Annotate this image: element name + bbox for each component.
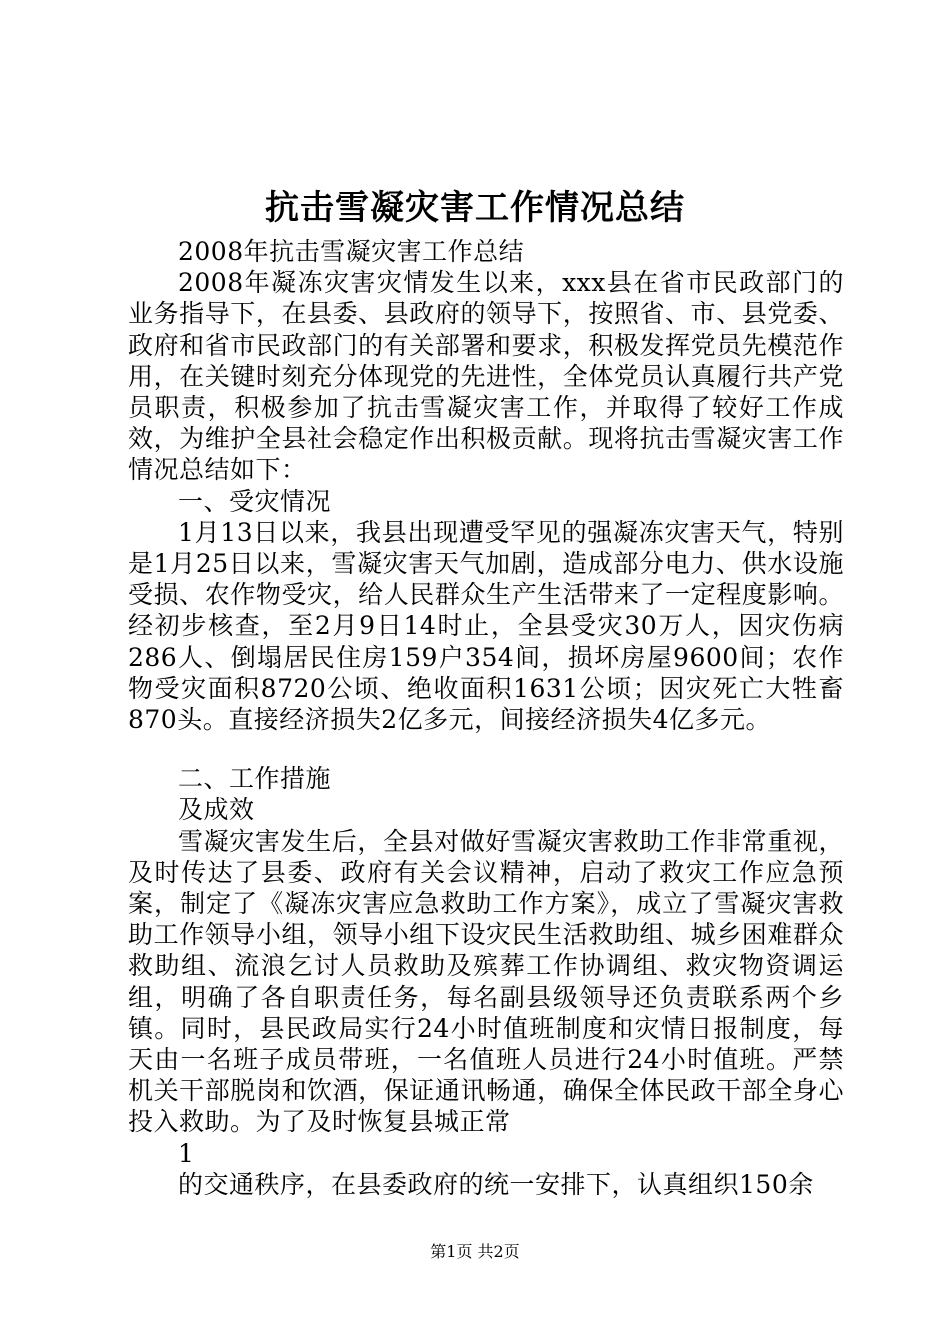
disaster-paragraph: 1月13日以来，我县出现遭受罕见的强凝冻灾害天气，特别是1月25日以来，雪凝灾害天气加剧，造成部分电力、供水设施受损、农作物受灾，给人民群众生产生活带来了一定程度影响。经初步核查，至2月9日14时止，全县受灾30万人，因灾伤病286人、倒塌居民住房159户354间，损坏房屋9600间；农作物受灾面积8720公顷、绝收面积1631公顷；因灾死亡大牲畜870头。直接经济损失2亿多元，间接经济损失4亿多元。	[128, 517, 844, 735]
section-heading-measures-continued: 及成效	[178, 795, 255, 825]
page-footer: 第1页 共2页	[430, 1242, 520, 1261]
continued-paragraph: 的交通秩序，在县委政府的统一安排下，认真组织150余	[178, 1169, 814, 1199]
section-heading-measures: 二、工作措施	[178, 764, 332, 794]
measures-paragraph: 雪凝灾害发生后，全县对做好雪凝灾害救助工作非常重视，及时传达了县委、政府有关会议精神，启动了救灾工作应急预案，制定了《凝冻灾害应急救助工作方案》，成立了雪凝灾害救助工作领导小组，领导小组下设灾民生活救助组、城乡困难群众救助组、流浪乞讨人员救助及殡葬工作协调组、救灾物资调运组，明确了各自职责任务，每名副县级领导还负责联系两个乡镇。同时，县民政局实行24小时值班制度和灾情日报制度，每天由一名班子成员带班，一名值班人员进行24小时值班。严禁机关干部脱岗和饮酒，保证通讯畅通，确保全体民政干部全身心投入救助。为了及时恢复县城正常	[128, 826, 844, 1137]
intro-paragraph: 2008年凝冻灾害灾情发生以来，xxx县在省市民政部门的业务指导下，在县委、县政府的领导下，按照省、市、县党委、政府和省市民政部门的有关部署和要求，积极发挥党员先模范作用，在关键时刻充分体现党的先进性，全体党员认真履行共产党员职责，积极参加了抗击雪凝灾害工作，并取得了较好工作成效，为维护全县社会稳定作出积极贡献。现将抗击雪凝灾害工作情况总结如下：	[128, 268, 844, 485]
document-title: 抗击雪凝灾害工作情况总结	[265, 188, 685, 228]
inline-page-number: 1	[178, 1138, 195, 1168]
document-body	[128, 236, 844, 1200]
subtitle-paragraph: 2008年抗击雪凝灾害工作总结	[178, 237, 525, 266]
section-heading-disaster: 一、受灾情况	[178, 486, 332, 516]
